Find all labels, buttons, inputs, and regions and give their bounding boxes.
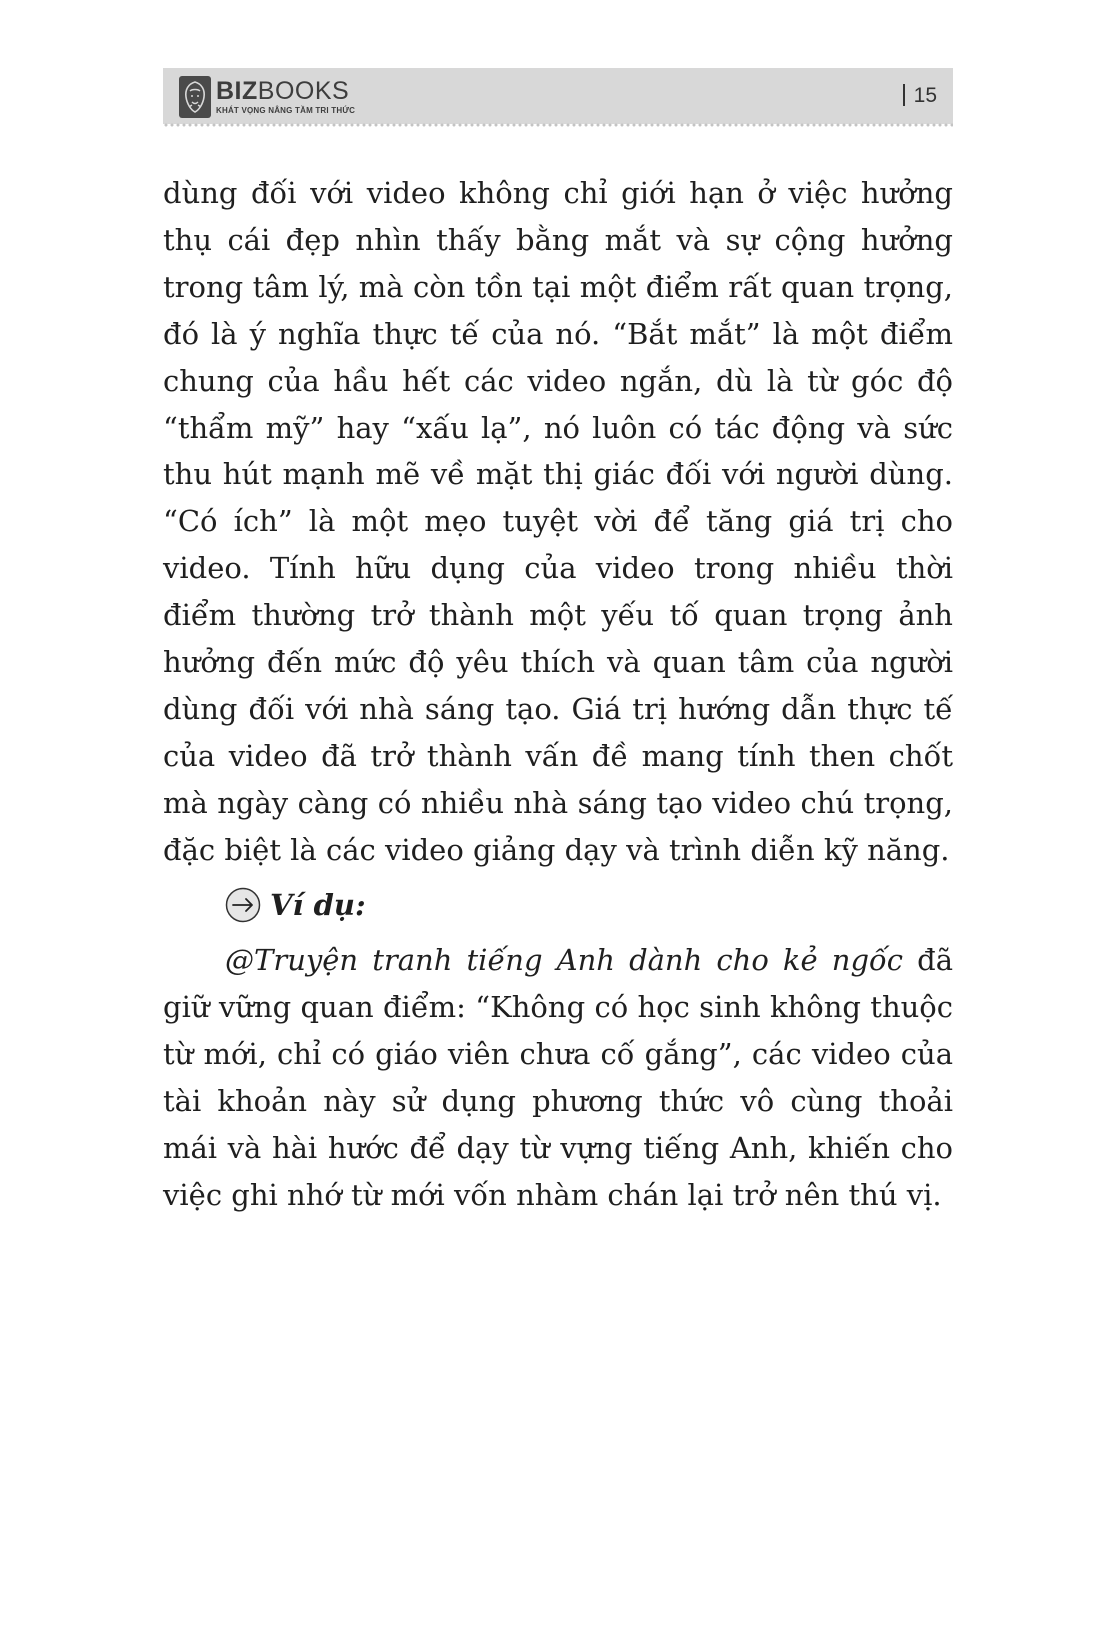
arrow-right-circle-icon [225,887,261,923]
page-header [163,68,953,124]
example-label: Ví dụ: [270,887,366,922]
page-body [163,170,953,1219]
publisher-logo [179,75,355,119]
example-paragraph [163,937,953,1218]
account-name: @Truyện tranh tiếng Anh dành cho kẻ ngốc [225,943,904,978]
example-heading [163,882,953,929]
brand-name: BIZBOOKS [216,77,350,105]
page-number: 15 [903,84,937,108]
brand-slogan: KHÁT VỌNG NÂNG TẦM TRI THỨC [216,106,356,115]
page-number-divider [903,84,905,106]
body-paragraph: dùng đối với video không chỉ giới hạn ở việc hưởng thụ cái đẹp nhìn thấy bằng mắt và sự cộng hưởng trong tâm lý, mà còn tồn tại một điểm rất quan trọng, đó là ý nghĩa thực tế của nó. “Bắt mắt” là một điểm chung của hầu hết các video ngắn, dù là từ góc độ “thẩm mỹ” hay “xấu lạ”, nó luôn có tác động và sức thu hút mạnh mẽ về mặt thị giác đối với người dùng. “Có ích” là một mẹo tuyệt vời để tăng giá trị cho video. Tính hữu dụng của video trong nhiều thời điểm thường trở thành một yếu tố quan trọng ảnh hưởng đến mức độ yêu thích và quan tâm của người dùng đối với nhà sáng tạo. Giá trị hướng dẫn thực tế của video đã trở thành vấn đề mang tính then chốt mà ngày càng có nhiều nhà sáng tạo video chú trọng, đặc biệt là các video giảng dạy và trình diễn kỹ năng. [163,176,953,867]
lion-emblem-icon [179,76,211,118]
example-text: đã giữ vững quan điểm: “Không có học sinh không thuộc từ mới, chỉ có giáo viên chưa cố gắng”, các video của tài khoản này sử dụng phương thức vô cùng thoải mái và hài hước để dạy từ vựng tiếng Anh, khiến cho việc ghi nhớ từ mới vốn nhàm chán lại trở nên thú vị. [163,943,953,1213]
